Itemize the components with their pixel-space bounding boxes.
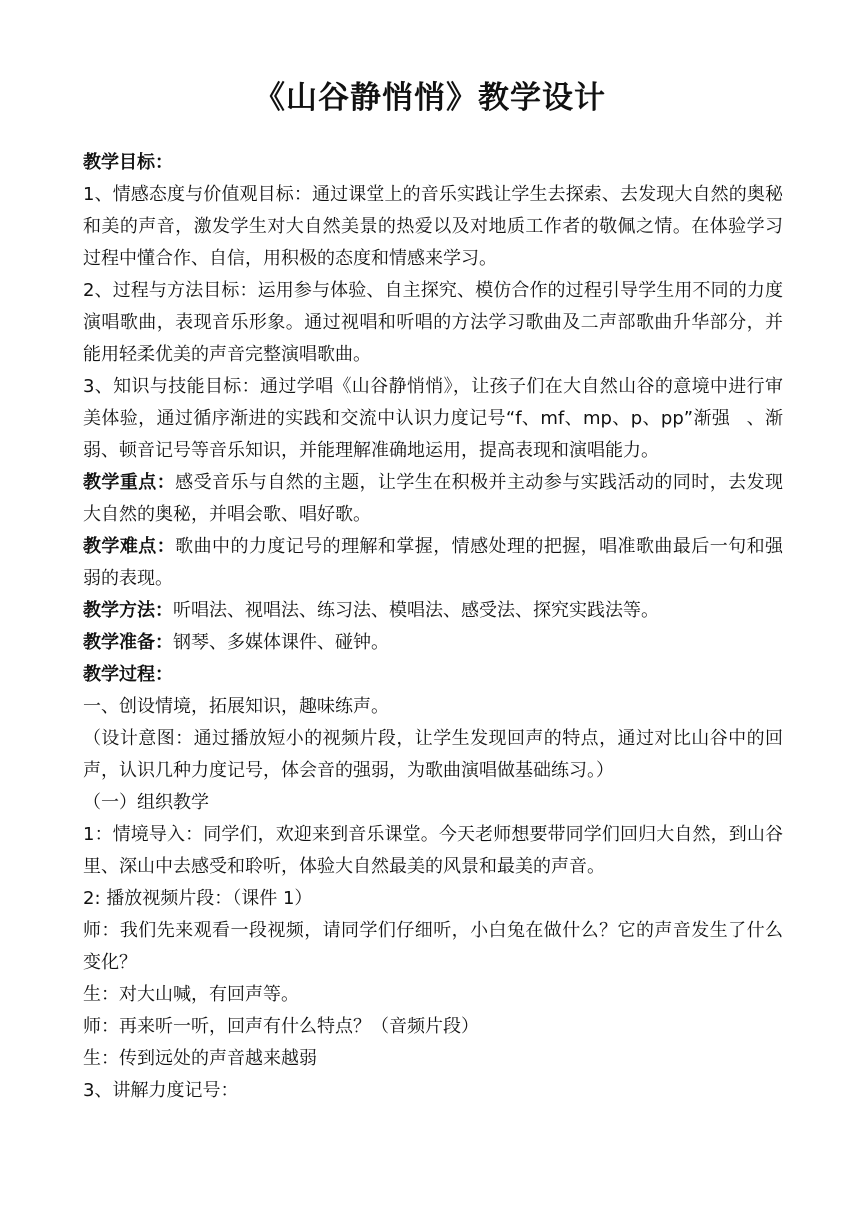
objective-item-3-part-1: 3、知识与技能目标：通过学唱《山谷静悄悄》，让孩子们在大自然山谷的意境中进行审美体验，通过循序渐进的实践和交流中认识力度记号“f、mf、mp、p、pp”渐强 <box>83 376 783 429</box>
process-label: 教学过程： <box>83 664 173 685</box>
difficulties-label: 教学难点： <box>83 536 176 557</box>
key-points-paragraph <box>83 467 783 531</box>
key-points-label: 教学重点： <box>83 472 176 493</box>
process-line: 师：再来听一听，回声有什么特点？（音频片段） <box>83 1016 479 1037</box>
process-line: 师：我们先来观看一段视频，请同学们仔细听，小白兔在做什么？它的声音发生了什么变化？ <box>83 920 783 973</box>
methods-label: 教学方法： <box>83 600 173 621</box>
preparation-text: 钢琴、多媒体课件、碰钟。 <box>173 632 389 653</box>
objectives-heading <box>83 147 783 179</box>
process-line: 生：传到远处的声音越来越弱 <box>83 1048 317 1069</box>
objective-item-3 <box>83 371 783 467</box>
difficulties-paragraph <box>83 531 783 595</box>
page-title: 《山谷静悄悄》教学设计 <box>254 80 606 116</box>
methods-text: 听唱法、视唱法、练习法、模唱法、感受法、探究实践法等。 <box>173 600 659 621</box>
document-body <box>83 147 783 1107</box>
process-line: （一）组织教学 <box>83 792 209 813</box>
preparation-paragraph <box>83 627 783 659</box>
objective-item-1: 1、情感态度与价值观目标：通过课堂上的音乐实践让学生去探索、去发现大自然的奥秘和美的声音，激发学生对大自然美景的热爱以及对地质工作者的敬佩之情。在体验学习过程中懂合作、自信，用积极的态度和情感来学习。 <box>83 184 783 269</box>
methods-paragraph <box>83 595 783 627</box>
process-heading <box>83 659 783 691</box>
process-line: 1：情境导入：同学们，欢迎来到音乐课堂。今天老师想要带同学们回归大自然，到山谷里、深山中去感受和聆听，体验大自然最美的风景和最美的声音。 <box>83 824 783 877</box>
difficulties-text: 歌曲中的力度记号的理解和掌握，情感处理的把握，唱准歌曲最后一句和强弱的表现。 <box>83 536 784 589</box>
process-line: 3、讲解力度记号： <box>83 1080 239 1101</box>
process-line: （设计意图：通过播放短小的视频片段，让学生发现回声的特点，通过对比山谷中的回声，认识几种力度记号，体会音的强弱，为歌曲演唱做基础练习。） <box>83 728 783 781</box>
objective-item-2: 2、过程与方法目标：运用参与体验、自主探究、模仿合作的过程引导学生用不同的力度演唱歌曲，表现音乐形象。通过视唱和听唱的方法学习歌曲及二声部歌曲升华部分，并能用轻柔优美的声音完整演唱歌曲。 <box>83 280 783 365</box>
preparation-label: 教学准备： <box>83 632 173 653</box>
process-line: 一、创设情境，拓展知识，趣味练声。 <box>83 696 389 717</box>
key-points-text: 感受音乐与自然的主题，让学生在积极并主动参与实践活动的同时，去发现大自然的奥秘，并唱会歌、唱好歌。 <box>83 472 784 525</box>
process-line: 生：对大山喊，有回声等。 <box>83 984 299 1005</box>
objectives-label: 教学目标： <box>83 152 173 173</box>
objective-item-3-part-2: 、渐弱、顿音记号等音乐知识，并能理解准确地运用，提高表现和演唱能力。 <box>83 408 784 461</box>
process-line: 2: 播放视频片段：（课件 1） <box>83 888 313 909</box>
